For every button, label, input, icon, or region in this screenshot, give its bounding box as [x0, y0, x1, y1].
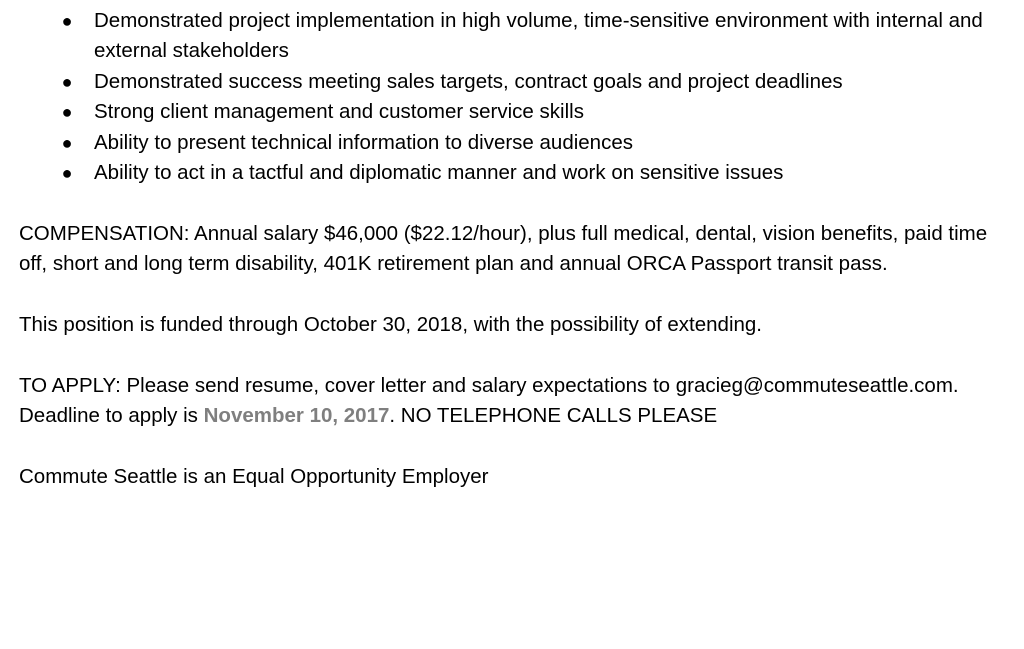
eeo-statement: Commute Seattle is an Equal Opportunity Employer: [19, 465, 489, 489]
list-item: [19, 6, 994, 67]
apply-text-after: . NO TELEPHONE CALLS PLEASE: [389, 404, 718, 428]
bullet-icon: ●: [61, 163, 73, 184]
bullet-icon: ●: [61, 102, 73, 123]
apply-paragraph: [19, 371, 994, 432]
requirement-text: Ability to act in a tactful and diplomatic manner and work on sensitive issues: [94, 161, 784, 185]
bullet-icon: ●: [61, 71, 73, 92]
list-item: [19, 128, 994, 158]
list-item: [19, 67, 994, 97]
requirement-text: Ability to present technical information to diverse audiences: [94, 130, 633, 154]
requirement-text: Demonstrated success meeting sales targets, contract goals and project deadlines: [94, 69, 843, 93]
bullet-icon: ●: [61, 11, 73, 31]
requirements-list: [19, 6, 994, 188]
list-item: [19, 158, 994, 188]
apply-deadline: November 10, 2017: [203, 404, 390, 428]
apply-text-before: TO APPLY: Please send resume, cover letter and salary expectations to gracieg@commuteseattle.com. Deadline to apply is: [19, 373, 959, 428]
bullet-icon: ●: [61, 132, 73, 153]
requirement-text: Demonstrated project implementation in high volume, time-sensitive environment with internal and external stakeholders: [94, 9, 983, 63]
compensation-paragraph: COMPENSATION: Annual salary $46,000 ($22.12/hour), plus full medical, dental, vision benefits, paid time off, short and long term disability, 401K retirement plan and annual ORCA Passport transit pass.: [19, 221, 988, 276]
requirement-text: Strong client management and customer service skills: [94, 100, 584, 124]
funding-paragraph: This position is funded through October 30, 2018, with the possibility of extending.: [19, 313, 763, 337]
list-item: [19, 97, 994, 127]
